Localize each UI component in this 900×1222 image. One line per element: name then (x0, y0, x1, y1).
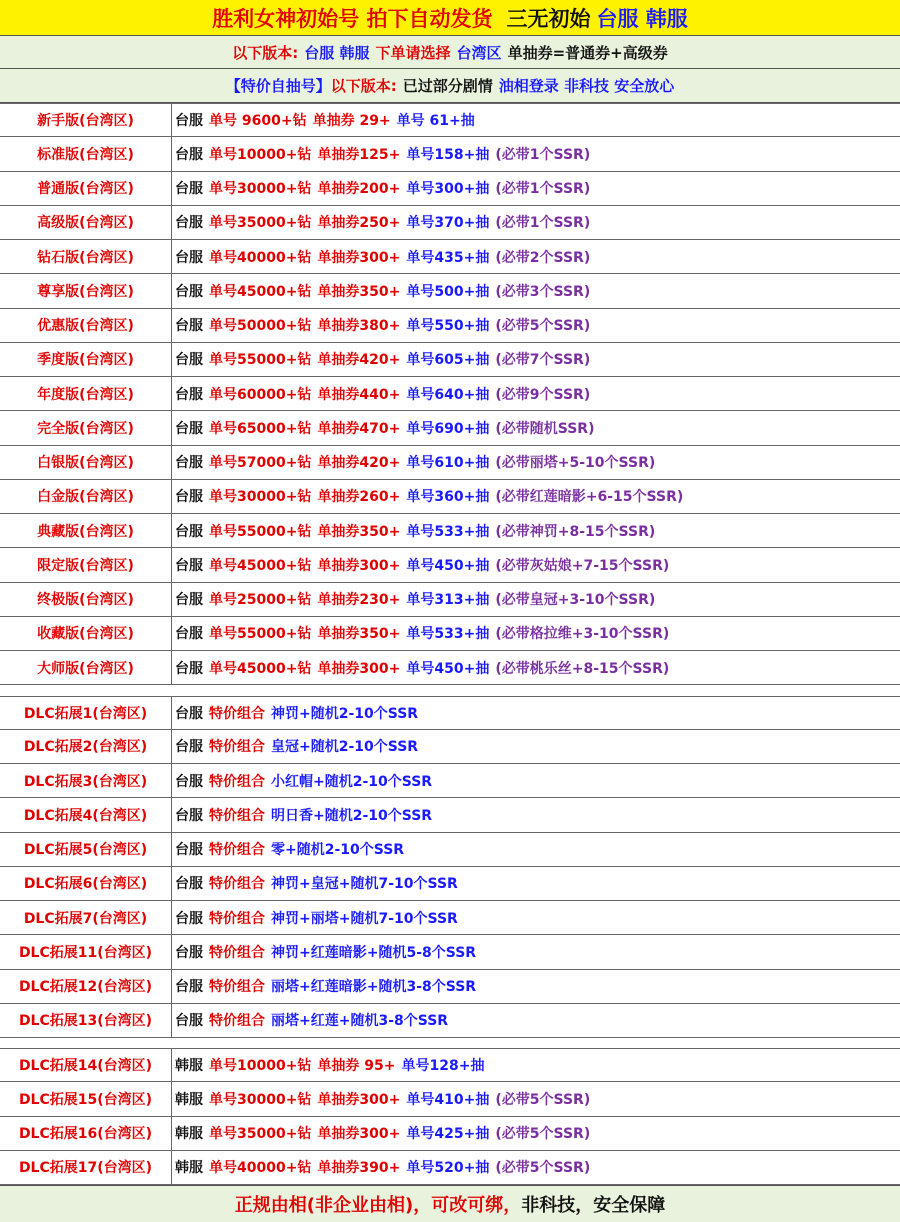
ticket-count: 单抽券350+ (317, 523, 401, 540)
version-detail (172, 172, 900, 205)
bonus-note: (必带灰姑娘+7-15个SSR) (495, 557, 670, 574)
version-name: DLC拓展17(台湾区) (0, 1151, 172, 1184)
diamond-count: 单号55000+钻 (209, 352, 312, 369)
pull-count: 单号370+抽 (406, 215, 490, 232)
bonus-note: (必带2个SSR) (495, 249, 591, 266)
server-label: 韩服 (175, 1126, 203, 1143)
server-label: 韩服 (175, 1160, 203, 1177)
table-row (0, 1151, 900, 1185)
table-row (0, 137, 900, 171)
version-detail (172, 480, 900, 513)
bonus-note: (必带9个SSR) (495, 386, 591, 403)
pull-count: 单号410+抽 (406, 1091, 490, 1108)
server-label: 台服 (175, 807, 203, 824)
server-label: 台服 (175, 773, 203, 790)
version-detail (172, 274, 900, 307)
bonus-note: (必带皇冠+3-10个SSR) (495, 592, 656, 609)
version-detail (172, 343, 900, 376)
ticket-count: 单抽券420+ (317, 352, 401, 369)
pull-count: 单号425+抽 (406, 1126, 490, 1143)
notice2-a: 【特价自抽号】 (225, 77, 331, 95)
server-label: 台服 (175, 705, 203, 722)
combo-label: 特价组合 (209, 910, 265, 927)
version-detail (172, 240, 900, 273)
diamond-count: 单号10000+钻 (209, 1058, 312, 1075)
ticket-count: 单抽券125+ (317, 146, 401, 163)
version-detail (172, 651, 900, 684)
server-label: 台服 (175, 1013, 203, 1030)
bonus-note: (必带随机SSR) (495, 420, 595, 437)
table-row (0, 583, 900, 617)
table-row (0, 798, 900, 832)
version-detail (172, 446, 900, 479)
version-name: 终极版(台湾区) (0, 583, 172, 616)
server-label: 台服 (175, 420, 203, 437)
version-name: 优惠版(台湾区) (0, 309, 172, 342)
dlc-detail (172, 901, 900, 934)
diamond-count: 单号30000+钻 (209, 1091, 312, 1108)
combo-detail: 神罚+红莲暗影+随机5-8个SSR (271, 944, 477, 961)
version-detail (172, 377, 900, 410)
server-label: 台服 (175, 660, 203, 677)
combo-label: 特价组合 (209, 739, 265, 756)
title-main: 胜利女神初始号 拍下自动发货 (212, 6, 493, 31)
bonus-note: (必带红莲暗影+6-15个SSR) (495, 489, 684, 506)
ticket-count: 单抽券420+ (317, 455, 401, 472)
table-row (0, 446, 900, 480)
dlc-name: DLC拓展2(台湾区) (0, 730, 172, 763)
dlc-detail (172, 697, 900, 729)
dlc-name: DLC拓展6(台湾区) (0, 867, 172, 900)
notice1-c: 下单请选择 (375, 43, 451, 62)
bonus-note: (必带桃乐丝+8-15个SSR) (495, 660, 670, 677)
diamond-count: 单号60000+钻 (209, 386, 312, 403)
version-name: 限定版(台湾区) (0, 548, 172, 581)
table-row (0, 833, 900, 867)
bonus-note: (必带5个SSR) (495, 318, 591, 335)
combo-detail: 零+随机2-10个SSR (271, 842, 405, 859)
table-row (0, 548, 900, 582)
bonus-note: (必带5个SSR) (495, 1126, 591, 1143)
server-label: 台服 (175, 592, 203, 609)
diamond-count: 单号55000+钻 (209, 523, 312, 540)
version-detail (172, 411, 900, 444)
server-label: 台服 (175, 283, 203, 300)
diamond-count: 单号35000+钻 (209, 1126, 312, 1143)
version-table (0, 103, 900, 685)
pull-count: 单号520+抽 (406, 1160, 490, 1177)
diamond-count: 单号45000+钻 (209, 283, 312, 300)
pull-count: 单号640+抽 (406, 386, 490, 403)
bonus-note: (必带7个SSR) (495, 352, 591, 369)
diamond-count: 单号45000+钻 (209, 557, 312, 574)
version-detail (172, 1151, 900, 1184)
version-name: DLC拓展14(台湾区) (0, 1049, 172, 1081)
bonus-note: (必带1个SSR) (495, 181, 591, 198)
combo-detail: 丽塔+红莲+随机3-8个SSR (271, 1013, 449, 1030)
version-name: 高级版(台湾区) (0, 206, 172, 239)
diamond-count: 单号25000+钻 (209, 592, 312, 609)
version-name: 年度版(台湾区) (0, 377, 172, 410)
bonus-note: (必带5个SSR) (495, 1160, 591, 1177)
dlc-detail (172, 730, 900, 763)
server-label: 韩服 (175, 1058, 203, 1075)
combo-label: 特价组合 (209, 876, 265, 893)
dlc-name: DLC拓展1(台湾区) (0, 697, 172, 729)
diamond-count: 单号35000+钻 (209, 215, 312, 232)
diamond-count: 单号40000+钻 (209, 1160, 312, 1177)
version-detail (172, 137, 900, 170)
diamond-count: 单号45000+钻 (209, 660, 312, 677)
diamond-count: 单号30000+钻 (209, 181, 312, 198)
dlc-name: DLC拓展3(台湾区) (0, 764, 172, 797)
version-detail (172, 206, 900, 239)
dlc-detail (172, 970, 900, 1003)
ticket-count: 单抽券230+ (317, 592, 401, 609)
table-row (0, 206, 900, 240)
dlc-detail (172, 764, 900, 797)
version-name: 尊享版(台湾区) (0, 274, 172, 307)
version-name: 钻石版(台湾区) (0, 240, 172, 273)
ticket-count: 单抽券440+ (317, 386, 401, 403)
pull-count: 单号313+抽 (406, 592, 490, 609)
server-label: 台服 (175, 910, 203, 927)
notice2-d: 油相登录 非科技 安全放心 (498, 77, 675, 95)
table-row (0, 867, 900, 901)
table-row (0, 696, 900, 730)
server-label: 台服 (175, 523, 203, 540)
diamond-count: 单号30000+钻 (209, 489, 312, 506)
dlc-korea-table (0, 1048, 900, 1185)
table-row (0, 343, 900, 377)
combo-detail: 小红帽+随机2-10个SSR (271, 773, 433, 790)
bonus-note: (必带3个SSR) (495, 283, 591, 300)
server-label: 台服 (175, 979, 203, 996)
table-row (0, 1082, 900, 1116)
diamond-count: 单号10000+钻 (209, 146, 312, 163)
pull-count: 单号450+抽 (406, 660, 490, 677)
version-detail (172, 583, 900, 616)
pull-count: 单号550+抽 (406, 318, 490, 335)
notice1-b: 台服 韩服 (304, 43, 370, 62)
pull-count: 单号533+抽 (406, 523, 490, 540)
combo-detail: 神罚+丽塔+随机7-10个SSR (271, 910, 458, 927)
server-label: 台服 (175, 739, 203, 756)
bonus-note: (必带5个SSR) (495, 1091, 591, 1108)
server-label: 台服 (175, 489, 203, 506)
dlc-name: DLC拓展5(台湾区) (0, 833, 172, 866)
version-name: 标准版(台湾区) (0, 137, 172, 170)
combo-label: 特价组合 (209, 842, 265, 859)
version-detail (172, 514, 900, 547)
version-detail (172, 1049, 900, 1081)
ticket-count: 单抽券300+ (317, 557, 401, 574)
dlc-combo-table (0, 696, 900, 1039)
table-row (0, 935, 900, 969)
server-label: 台服 (175, 876, 203, 893)
diamond-count: 单号40000+钻 (209, 249, 312, 266)
table-row (0, 377, 900, 411)
server-label: 台服 (175, 626, 203, 643)
table-row (0, 901, 900, 935)
ticket-count: 单抽券300+ (317, 249, 401, 266)
version-detail (172, 1082, 900, 1115)
combo-label: 特价组合 (209, 1013, 265, 1030)
server-label: 韩服 (175, 1091, 203, 1108)
version-name: 新手版(台湾区) (0, 104, 172, 136)
version-detail (172, 309, 900, 342)
version-detail (172, 104, 900, 136)
notice1-d: 台湾区 (456, 43, 502, 62)
notice2-c: 已过部分剧情 (402, 77, 493, 95)
ticket-count: 单抽券 95+ (317, 1058, 396, 1075)
table-row (0, 240, 900, 274)
version-name: 收藏版(台湾区) (0, 617, 172, 650)
notice1-a: 以下版本: (232, 43, 299, 62)
diamond-count: 单号 9600+钻 (209, 113, 307, 130)
table-row (0, 1048, 900, 1082)
footer-red: 正规由相(非企业由相)，可改可绑， (234, 1195, 522, 1216)
combo-detail: 皇冠+随机2-10个SSR (271, 739, 419, 756)
bonus-note: (必带丽塔+5-10个SSR) (495, 455, 656, 472)
pull-count: 单号435+抽 (406, 249, 490, 266)
dlc-detail (172, 935, 900, 968)
server-label: 台服 (175, 249, 203, 266)
dlc-detail (172, 833, 900, 866)
version-detail (172, 617, 900, 650)
version-name: 完全版(台湾区) (0, 411, 172, 444)
title-servers: 台服 韩服 (596, 6, 688, 31)
table-row (0, 480, 900, 514)
ticket-count: 单抽券350+ (317, 283, 401, 300)
pull-count: 单号690+抽 (406, 420, 490, 437)
footer-banner (0, 1185, 900, 1222)
table-row (0, 764, 900, 798)
ticket-count: 单抽券 29+ (312, 113, 391, 130)
table-row (0, 1117, 900, 1151)
server-label: 台服 (175, 944, 203, 961)
table-row (0, 411, 900, 445)
pull-count: 单号500+抽 (406, 283, 490, 300)
dlc-detail (172, 1004, 900, 1037)
bonus-note: (必带1个SSR) (495, 215, 591, 232)
table-row (0, 309, 900, 343)
pull-count: 单号533+抽 (406, 626, 490, 643)
combo-label: 特价组合 (209, 979, 265, 996)
combo-label: 特价组合 (209, 705, 265, 722)
server-label: 台服 (175, 181, 203, 198)
dlc-name: DLC拓展13(台湾区) (0, 1004, 172, 1037)
dlc-detail (172, 867, 900, 900)
notice2-b: 以下版本: (330, 77, 397, 95)
version-name: 大师版(台湾区) (0, 651, 172, 684)
table-row (0, 274, 900, 308)
diamond-count: 单号55000+钻 (209, 626, 312, 643)
ticket-count: 单抽券380+ (317, 318, 401, 335)
dlc-name: DLC拓展7(台湾区) (0, 901, 172, 934)
bonus-note: (必带1个SSR) (495, 146, 591, 163)
table-row (0, 617, 900, 651)
pull-count: 单号610+抽 (406, 455, 490, 472)
dlc-name: DLC拓展4(台湾区) (0, 798, 172, 831)
server-label: 台服 (175, 215, 203, 232)
server-label: 台服 (175, 146, 203, 163)
table-row (0, 970, 900, 1004)
version-name: DLC拓展15(台湾区) (0, 1082, 172, 1115)
combo-detail: 丽塔+红莲暗影+随机3-8个SSR (271, 979, 477, 996)
server-label: 台服 (175, 455, 203, 472)
diamond-count: 单号50000+钻 (209, 318, 312, 335)
server-label: 台服 (175, 352, 203, 369)
dlc-name: DLC拓展11(台湾区) (0, 935, 172, 968)
pull-count: 单号605+抽 (406, 352, 490, 369)
server-label: 台服 (175, 386, 203, 403)
notice-special (0, 69, 900, 103)
table-row (0, 514, 900, 548)
notice-versions (0, 36, 900, 69)
pull-count: 单号158+抽 (406, 146, 490, 163)
dlc-detail (172, 798, 900, 831)
pull-count: 单号360+抽 (406, 489, 490, 506)
ticket-count: 单抽券200+ (317, 181, 401, 198)
notice1-e: 单抽券=普通券+高级券 (507, 43, 668, 62)
server-label: 台服 (175, 557, 203, 574)
pull-count: 单号450+抽 (406, 557, 490, 574)
combo-detail: 神罚+皇冠+随机7-10个SSR (271, 876, 458, 893)
dlc-name: DLC拓展12(台湾区) (0, 970, 172, 1003)
server-label: 台服 (175, 318, 203, 335)
diamond-count: 单号65000+钻 (209, 420, 312, 437)
version-name: 普通版(台湾区) (0, 172, 172, 205)
version-name: 季度版(台湾区) (0, 343, 172, 376)
title-sub: 三无初始 (506, 6, 591, 31)
table-row (0, 172, 900, 206)
combo-detail: 明日香+随机2-10个SSR (271, 807, 433, 824)
ticket-count: 单抽券390+ (317, 1160, 401, 1177)
pull-count: 单号 61+抽 (396, 113, 475, 130)
table-row (0, 651, 900, 685)
version-name: DLC拓展16(台湾区) (0, 1117, 172, 1150)
combo-label: 特价组合 (209, 807, 265, 824)
bonus-note: (必带神罚+8-15个SSR) (495, 523, 656, 540)
table-row (0, 730, 900, 764)
ticket-count: 单抽券300+ (317, 1126, 401, 1143)
version-name: 白金版(台湾区) (0, 480, 172, 513)
ticket-count: 单抽券260+ (317, 489, 401, 506)
ticket-count: 单抽券300+ (317, 1091, 401, 1108)
version-detail (172, 548, 900, 581)
version-detail (172, 1117, 900, 1150)
version-name: 典藏版(台湾区) (0, 514, 172, 547)
server-label: 台服 (175, 113, 203, 130)
footer-black: 非科技，安全保障 (521, 1195, 666, 1216)
table-row (0, 1004, 900, 1038)
ticket-count: 单抽券470+ (317, 420, 401, 437)
combo-label: 特价组合 (209, 773, 265, 790)
title-banner (0, 0, 900, 36)
combo-label: 特价组合 (209, 944, 265, 961)
pull-count: 单号300+抽 (406, 181, 490, 198)
combo-detail: 神罚+随机2-10个SSR (271, 705, 419, 722)
pull-count: 单号128+抽 (401, 1058, 485, 1075)
ticket-count: 单抽券250+ (317, 215, 401, 232)
ticket-count: 单抽券350+ (317, 626, 401, 643)
diamond-count: 单号57000+钻 (209, 455, 312, 472)
server-label: 台服 (175, 842, 203, 859)
version-name: 白银版(台湾区) (0, 446, 172, 479)
table-row (0, 103, 900, 137)
bonus-note: (必带格拉维+3-10个SSR) (495, 626, 670, 643)
ticket-count: 单抽券300+ (317, 660, 401, 677)
